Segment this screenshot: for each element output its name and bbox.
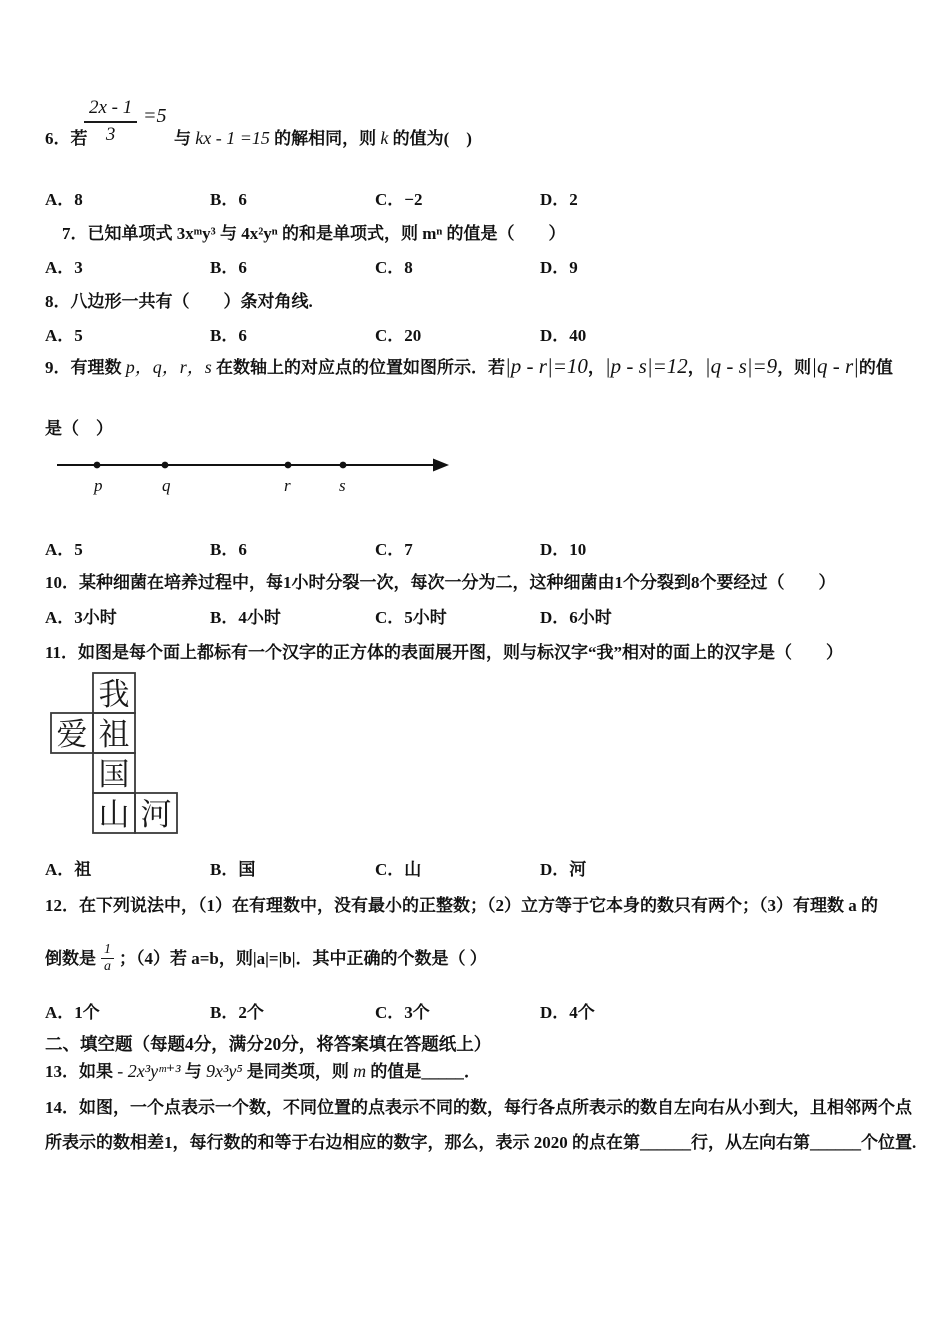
q7-options: [45, 253, 705, 278]
q11-option-b: B．国: [210, 860, 256, 879]
cube-face-char-he: 河: [140, 797, 172, 832]
q8-option-a: A．5: [45, 326, 83, 345]
q6-variable: k: [380, 128, 389, 148]
q12-fraction: [101, 942, 114, 975]
q6-fraction-denominator: 3: [105, 124, 116, 145]
q6-option-d: D．2: [540, 190, 578, 209]
q6-option-b: B．6: [210, 190, 247, 209]
q9-comma2: ，: [687, 358, 705, 377]
q8-option-b: B．6: [210, 326, 247, 345]
q6-lead: 6．若: [45, 129, 88, 148]
q9-option-a: A．5: [45, 540, 83, 559]
q12-fraction-denominator: a: [104, 958, 111, 974]
q13-t4: 的值是_____．: [366, 1062, 481, 1081]
q11-option-c: C．山: [375, 860, 422, 879]
cube-face-char-shan: 山: [98, 797, 130, 832]
q12-option-b: B．2个: [210, 1003, 264, 1022]
question-13: [45, 1057, 481, 1082]
q9-t1: 9．有理数: [45, 358, 126, 377]
q13-t1: 13．如果: [45, 1062, 118, 1081]
q12-t1: 倒数是: [45, 949, 96, 968]
q12-option-c: C．3个: [375, 1003, 430, 1022]
label-r: r: [284, 476, 291, 495]
q11-options: [45, 855, 705, 880]
point-s: [340, 462, 347, 469]
q8-option-c: C．20: [375, 326, 422, 345]
q9-eq2: =12: [652, 354, 688, 378]
q7-option-d: D．9: [540, 258, 578, 277]
point-q: [162, 462, 169, 469]
number-line-arrowhead-icon: [433, 459, 449, 472]
q9-t3: ，则: [777, 358, 812, 377]
q6-fraction-numerator: 2x - 1: [84, 97, 137, 123]
question-14-line1: 14．如图，一个点表示一个数，不同位置的点表示不同的数，每行各点所表示的数自左向右从小到大，且相邻两个点: [45, 1098, 912, 1117]
q6-mid: 的解相同，则: [269, 129, 381, 148]
q10-option-a: A．3小时: [45, 608, 117, 627]
q6-fraction: [84, 97, 137, 146]
q12-t2: ；（4）若 a=b，则|a|=|b|．其中正确的个数是（ ）: [119, 949, 487, 968]
q7-option-a: A．3: [45, 258, 83, 277]
q13-t2: 与: [180, 1062, 207, 1081]
q6-text-after: [174, 124, 472, 149]
point-r: [285, 462, 292, 469]
q9-option-d: D．10: [540, 540, 587, 559]
q6-option-c: C．−2: [375, 190, 423, 209]
q6-conj: 与: [174, 129, 196, 148]
question-12-line2: [45, 941, 487, 977]
q12-options: [45, 998, 705, 1023]
label-s: s: [339, 476, 346, 495]
q6-equation: kx - 1 =15: [195, 128, 270, 148]
q6-option-a: A．8: [45, 190, 83, 209]
question-9-line2: 是（ ）: [45, 419, 113, 438]
q13-term1: - 2x³yᵐ⁺³: [117, 1061, 181, 1081]
q6-tail: 的值为( ): [388, 129, 472, 148]
q11-option-a: A．祖: [45, 860, 92, 879]
question-6: [0, 95, 950, 151]
q9-abs2: |p - s|: [604, 354, 653, 378]
q9-comma1: ，: [587, 358, 605, 377]
question-14-line2: 所表示的数相差1，每行数的和等于右边相应的数字，那么，表示 2020 的点在第______行，从左向右第______个位置.: [45, 1133, 917, 1152]
cube-net-figure: [50, 672, 180, 836]
q6-options: [45, 185, 705, 210]
q10-options: [45, 603, 705, 628]
q9-eq1: =10: [552, 354, 588, 378]
question-8: 8．八边形一共有（ ）条对角线.: [45, 292, 313, 311]
q9-option-c: C．7: [375, 540, 413, 559]
q9-t2: 在数轴上的对应点的位置如图所示．若: [211, 358, 506, 377]
number-line-figure: [50, 448, 460, 498]
q9-abs1: |p - r|: [505, 354, 553, 378]
q8-option-d: D．40: [540, 326, 587, 345]
cube-face-char-ai: 爱: [56, 717, 88, 752]
question-10: 10．某种细菌在培养过程中，每1小时分裂一次，每次一分为二，这种细菌由1个分裂到8个要经过（ ）: [45, 573, 836, 592]
label-p: p: [94, 476, 103, 495]
q6-equals-rhs: =5: [143, 105, 167, 127]
q9-vars: p，q，r，s: [125, 357, 212, 377]
q12-fraction-numerator: 1: [101, 942, 114, 959]
section-2-header: 二、填空题（每题4分，满分20分，将答案填在答题纸上）: [45, 1034, 492, 1054]
q8-options: [45, 321, 705, 346]
q10-option-c: C．5小时: [375, 608, 447, 627]
q10-option-d: D．6小时: [540, 608, 612, 627]
question-7: 7．已知单项式 3xᵐy³ 与 4x²yⁿ 的和是单项式，则 mⁿ 的值是（ ）: [62, 224, 566, 243]
q9-eq3: =9: [752, 354, 778, 378]
q13-variable: m: [353, 1061, 367, 1081]
question-9-line1: [45, 348, 893, 387]
q9-option-b: B．6: [210, 540, 247, 559]
q9-options: [45, 535, 705, 560]
q10-option-b: B．4小时: [210, 608, 281, 627]
q12-option-d: D．4个: [540, 1003, 595, 1022]
cube-face-char-zu: 祖: [98, 717, 130, 752]
question-11: 11．如图是每个面上都标有一个汉字的正方体的表面展开图，则与标汉字“我”相对的面上的汉字是（ ）: [45, 643, 844, 662]
point-p: [94, 462, 101, 469]
label-q: q: [162, 476, 171, 495]
q12-option-a: A．1个: [45, 1003, 100, 1022]
q7-option-c: C．8: [375, 258, 413, 277]
q9-abs3: |q - s|: [704, 354, 753, 378]
cube-face-char-guo: 国: [98, 757, 130, 792]
cube-face-char-wo: 我: [98, 677, 130, 712]
question-12-line1: 12．在下列说法中，（1）在有理数中，没有最小的正整数；（2）立方等于它本身的数只有两个；（3）有理数 a 的: [45, 896, 878, 915]
q13-t3: 是同类项，则: [242, 1062, 354, 1081]
q7-option-b: B．6: [210, 258, 247, 277]
q11-option-d: D．河: [540, 860, 587, 879]
q13-term2: 9x³y⁵: [206, 1061, 243, 1081]
q9-t4: 的值: [858, 358, 893, 377]
q9-abs4: |q - r|: [811, 354, 859, 378]
